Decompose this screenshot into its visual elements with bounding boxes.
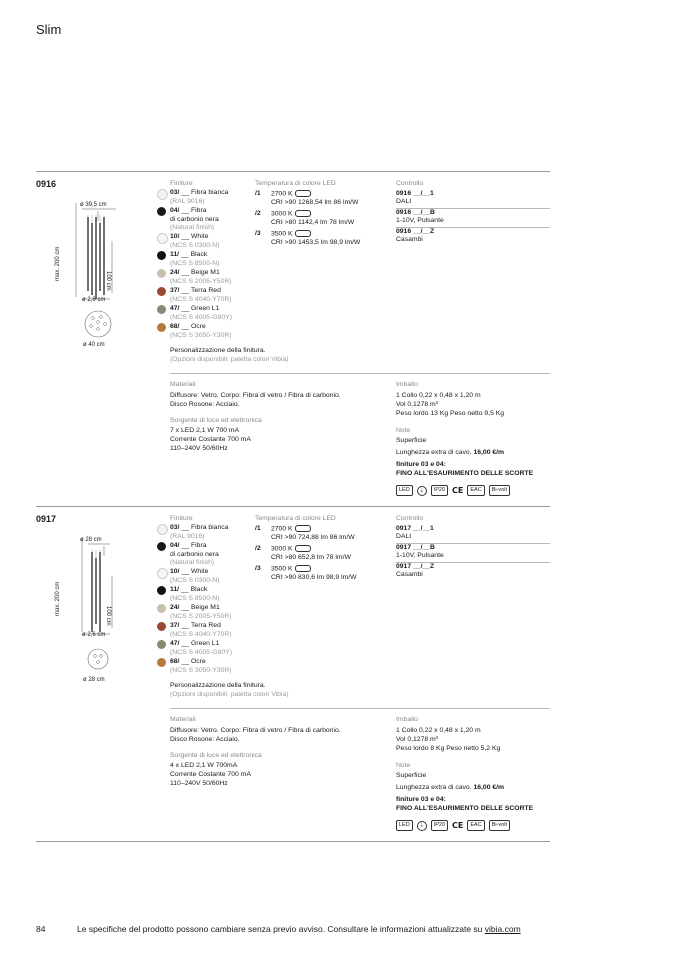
finish-sep: __ xyxy=(181,640,190,647)
finish-swatch xyxy=(157,586,166,595)
temperature-header: Temperatura di colore LED xyxy=(255,180,336,187)
finish-ref: (RAL 9016) xyxy=(170,532,205,540)
packing-text: Vol 0,1278 m³ xyxy=(396,401,438,408)
badge-led: LED xyxy=(396,820,413,831)
badge-bi-volt: Bi-volt xyxy=(489,820,510,831)
temperature-specs: CRI >80 652,8 lm 78 lm/W xyxy=(271,554,351,561)
dim-base: ø 40 cm xyxy=(83,342,105,348)
finish-sep: __ xyxy=(181,658,190,665)
finish-name-line2: di carbonio nera xyxy=(170,550,219,558)
certification-badges xyxy=(396,485,510,496)
finish-sep: __ xyxy=(181,207,190,214)
led-temp-icon xyxy=(295,545,311,552)
finish-sep: __ xyxy=(181,287,190,294)
control-code: 0917 __/__Z xyxy=(396,563,435,570)
dim-tube: ø 2,6 cm xyxy=(82,297,106,303)
finishes-header: Finiture xyxy=(170,180,193,187)
finish-name: Black xyxy=(190,251,208,258)
finish-text xyxy=(170,287,232,304)
temperature-specs: CRI >90 830,6 lm 98,9 lm/W xyxy=(271,574,357,581)
finish-sep: __ xyxy=(181,542,190,549)
temperature-code: /2 xyxy=(255,545,261,552)
materials-text: Diffusore: Vetro. Corpo: Fibra di vetro / Fibra di carbonio. xyxy=(170,727,341,734)
finish-code: 03/ xyxy=(170,189,180,196)
page-title: Slim xyxy=(36,22,62,37)
finish-ref: (NCS S 0300-N) xyxy=(170,241,220,249)
dim-max-length: max. 200 cm xyxy=(55,581,61,616)
dim-tube: ø 2,6 cm xyxy=(82,632,106,638)
finish-ref: (Natural finish) xyxy=(170,224,215,232)
temperature-code: /3 xyxy=(255,230,261,237)
finish-name: Terra Red xyxy=(191,622,221,629)
led-temp-icon xyxy=(295,565,311,572)
packing-text: Peso lordo 8 Kg Peso netto 5,2 Kg xyxy=(396,745,501,752)
control-header: Controllo xyxy=(396,180,424,187)
temperature-kelvin xyxy=(271,545,311,554)
control-code: 0916 __/__Z xyxy=(396,228,435,235)
control-code: 0916 __/__1 xyxy=(396,190,434,197)
finish-code: 10/ xyxy=(170,233,180,240)
materials-header: Materiali xyxy=(170,381,196,388)
finish-name: White xyxy=(191,233,209,240)
product-code: 0916 xyxy=(36,179,57,189)
temperature-code: /1 xyxy=(255,190,261,197)
finish-swatch xyxy=(157,251,166,260)
notes-text: Superficie xyxy=(396,437,427,444)
temperature-kelvin xyxy=(271,525,311,534)
finish-ref: (NCS S 3050-Y30R) xyxy=(170,331,232,339)
finish-name: Fibra xyxy=(191,207,207,214)
finish-sep: __ xyxy=(181,604,190,611)
finish-code: 68/ xyxy=(170,658,180,665)
finish-swatch xyxy=(157,604,166,613)
temperature-code: /1 xyxy=(255,525,261,532)
source-text: 7 x LED 2,1 W 700 mA xyxy=(170,427,240,434)
packing-header: Imballo xyxy=(396,716,418,723)
finish-text xyxy=(170,323,232,340)
finish-name: White xyxy=(191,568,209,575)
control-desc: Casambi xyxy=(396,236,423,243)
finish-sep: __ xyxy=(181,524,190,531)
led-temp-icon xyxy=(295,525,311,532)
temperature-kelvin xyxy=(271,190,311,199)
finish-ref: (Natural finish) xyxy=(170,559,215,567)
finishes-header: Finiture xyxy=(170,515,193,522)
finish-sep: __ xyxy=(181,189,190,196)
finish-text xyxy=(170,207,219,233)
finish-code: 03/ xyxy=(170,524,180,531)
dim-length: 100 cm xyxy=(105,271,111,291)
custom-finish: Personalizzazione della finitura. xyxy=(170,682,266,689)
temperature-specs: CRI >80 1142,4 lm 78 lm/W xyxy=(271,219,355,226)
temperature-value: 2700 K xyxy=(271,190,293,198)
block-divider xyxy=(170,373,550,374)
class-ground-icon: ⏚ xyxy=(417,486,427,496)
control-desc: DALI xyxy=(396,533,412,540)
finish-swatch xyxy=(157,658,166,667)
notes-header: Note xyxy=(396,427,411,434)
finish-code: 11/ xyxy=(170,251,180,258)
finish-text xyxy=(170,658,232,675)
dim-length: 100 cm xyxy=(105,606,111,626)
source-header: Sorgente di luce ed elettronica xyxy=(170,752,262,759)
page-number: 84 xyxy=(36,924,46,934)
temperature-specs: CRI >90 1268,54 lm 86 lm/W xyxy=(271,199,359,206)
finish-text xyxy=(170,542,219,568)
finish-ref: (NCS S 4040-Y70R) xyxy=(170,295,232,303)
badge-led: LED xyxy=(396,485,413,496)
temperature-value: 2700 K xyxy=(271,525,293,533)
packing-header: Imballo xyxy=(396,381,418,388)
cable-label: Lunghezza extra di cavo. xyxy=(396,784,474,791)
control-desc: DALI xyxy=(396,198,412,205)
stock-note-finishes: finiture 03 e 04: xyxy=(396,796,446,803)
temperature-specs: CRI >90 1453,5 lm 98,9 lm/W xyxy=(271,239,361,246)
finish-swatch xyxy=(157,622,166,631)
temperature-value: 3000 K xyxy=(271,210,293,218)
finish-sep: __ xyxy=(181,233,190,240)
finish-text xyxy=(170,640,232,657)
finish-code: 10/ xyxy=(170,568,180,575)
packing-text: 1 Collo 0,22 x 0,48 x 1,20 m xyxy=(396,392,481,399)
finish-swatch xyxy=(157,233,168,244)
certification-badges xyxy=(396,820,510,831)
finish-name: Green L1 xyxy=(191,640,220,647)
finish-name: Beige M1 xyxy=(191,604,220,611)
badge-ip20: IP20 xyxy=(431,820,448,831)
led-temp-icon xyxy=(295,230,311,237)
class-ground-icon: ⏚ xyxy=(417,821,427,831)
finish-name-line2: di carbonio nera xyxy=(170,215,219,223)
cable-extra xyxy=(396,784,504,793)
custom-finish-note: (Opzioni disponibili: paletta colori Vibia) xyxy=(170,691,289,698)
control-desc: Casambi xyxy=(396,571,423,578)
finish-code: 24/ xyxy=(170,604,180,611)
temperature-code: /3 xyxy=(255,565,261,572)
stock-note-finishes: finiture 03 e 04: xyxy=(396,461,446,468)
finish-ref: (NCS S 4005-G80Y) xyxy=(170,313,232,321)
custom-finish: Personalizzazione della finitura. xyxy=(170,347,266,354)
cable-price: 16,00 €/m xyxy=(473,449,505,456)
badge-eac: EAC xyxy=(467,485,484,496)
custom-finish-note: (Opzioni disponibili: paletta colori Vibia) xyxy=(170,356,289,363)
temperature-specs: CRI >90 724,88 lm 86 lm/W xyxy=(271,534,355,541)
finish-sep: __ xyxy=(181,269,190,276)
cable-price: 16,00 €/m xyxy=(473,784,505,791)
finish-sep: __ xyxy=(181,323,190,330)
temperature-header: Temperatura di colore LED xyxy=(255,515,336,522)
badge-bi-volt: Bi-volt xyxy=(489,485,510,496)
footer-link[interactable]: vibia.com xyxy=(484,924,521,934)
control-header: Controllo xyxy=(396,515,424,522)
source-text: 110–240V 50/60Hz xyxy=(170,445,228,452)
notes-text: Superficie xyxy=(396,772,427,779)
cable-extra xyxy=(396,449,504,458)
temperature-value: 3500 K xyxy=(271,565,293,573)
badge-eac: EAC xyxy=(467,820,484,831)
packing-text: Peso lordo 13 Kg Peso netto 9,5 Kg xyxy=(396,410,505,417)
badge-ip20: IP20 xyxy=(431,485,448,496)
section-divider xyxy=(36,171,550,172)
finish-swatch xyxy=(157,542,166,551)
finish-text xyxy=(170,568,219,585)
finish-swatch xyxy=(157,189,168,200)
control-desc: 1-10V, Pulsante xyxy=(396,552,444,559)
finish-code: 47/ xyxy=(170,305,180,312)
finish-name: Green L1 xyxy=(191,305,220,312)
temperature-value: 3500 K xyxy=(271,230,293,238)
ce-mark-icon: CE xyxy=(452,486,464,495)
finish-ref: (NCS S 2005-Y50R) xyxy=(170,612,232,620)
footer-note xyxy=(77,924,521,934)
temperature-value: 3000 K xyxy=(271,545,293,553)
finish-swatch xyxy=(157,269,166,278)
finish-text xyxy=(170,233,219,250)
control-code: 0916 __/__B xyxy=(396,209,435,216)
section-divider-end xyxy=(36,841,550,842)
finish-ref: (NCS S 3050-Y30R) xyxy=(170,666,232,674)
finish-code: 24/ xyxy=(170,269,180,276)
finish-code: 11/ xyxy=(170,586,180,593)
finish-text xyxy=(170,586,219,603)
finish-text xyxy=(170,604,232,621)
finish-swatch xyxy=(157,305,166,314)
finish-code: 68/ xyxy=(170,323,180,330)
finish-swatch xyxy=(157,568,168,579)
finish-sep: __ xyxy=(181,622,190,629)
block-divider xyxy=(170,708,550,709)
dim-max-length: max. 200 cm xyxy=(55,246,61,281)
finish-swatch xyxy=(157,640,166,649)
finish-ref: (NCS S 4040-Y70R) xyxy=(170,630,232,638)
finish-swatch xyxy=(157,524,168,535)
source-text: 110–240V 50/60Hz xyxy=(170,780,228,787)
finish-name: Fibra xyxy=(191,542,207,549)
packing-text: 1 Collo 0,22 x 0,48 x 1,20 m xyxy=(396,727,481,734)
stock-note: FINO ALL'ESAURIMENTO DELLE SCORTE xyxy=(396,805,534,812)
finish-sep: __ xyxy=(181,251,189,258)
control-desc: 1-10V, Pulsante xyxy=(396,217,444,224)
materials-text: Diffusore: Vetro. Corpo: Fibra di vetro / Fibra di carbonio. xyxy=(170,392,341,399)
dim-width: ø 28 cm xyxy=(80,537,102,543)
temperature-kelvin xyxy=(271,230,311,239)
footer-text: Le specifiche del prodotto possono cambiare senza previo avviso. Consultare le informazioni attualizzate su xyxy=(77,924,485,934)
led-temp-icon xyxy=(295,210,311,217)
product-code: 0917 xyxy=(36,514,57,524)
control-code: 0917 __/__1 xyxy=(396,525,434,532)
finish-name: Fibra bianca xyxy=(191,524,229,531)
stock-note: FINO ALL'ESAURIMENTO DELLE SCORTE xyxy=(396,470,534,477)
source-text: 4 x LED 2,1 W 700mA xyxy=(170,762,238,769)
finish-text xyxy=(170,269,232,286)
finish-name: Ocre xyxy=(191,658,206,665)
finish-text xyxy=(170,622,232,639)
packing-text: Vol 0,1278 m³ xyxy=(396,736,438,743)
materials-header: Materiali xyxy=(170,716,196,723)
finish-code: 37/ xyxy=(170,622,180,629)
section-divider xyxy=(36,506,550,507)
finish-name: Fibra bianca xyxy=(191,189,229,196)
temperature-code: /2 xyxy=(255,210,261,217)
finish-swatch xyxy=(157,287,166,296)
finish-ref: (RAL 9016) xyxy=(170,197,205,205)
cable-label: Lunghezza extra di cavo. xyxy=(396,449,474,456)
finish-sep: __ xyxy=(181,586,189,593)
finish-ref: (NCS S 8500-N) xyxy=(170,259,220,267)
notes-header: Note xyxy=(396,762,411,769)
materials-text: Disco Rosone: Acciaio. xyxy=(170,401,240,408)
finish-code: 47/ xyxy=(170,640,180,647)
finish-ref: (NCS S 0300-N) xyxy=(170,576,220,584)
finish-name: Black xyxy=(190,586,208,593)
finish-ref: (NCS S 2005-Y50R) xyxy=(170,277,232,285)
temperature-kelvin xyxy=(271,210,311,219)
finish-text xyxy=(170,251,219,268)
finish-code: 04/ xyxy=(170,207,180,214)
source-text: Corrente Costante 700 mA xyxy=(170,436,251,443)
finish-text xyxy=(170,305,232,322)
ce-mark-icon: CE xyxy=(452,821,464,830)
source-header: Sorgente di luce ed elettronica xyxy=(170,417,262,424)
control-code: 0917 __/__B xyxy=(396,544,435,551)
led-temp-icon xyxy=(295,190,311,197)
finish-ref: (NCS S 8500-N) xyxy=(170,594,220,602)
finish-code: 04/ xyxy=(170,542,180,549)
finish-sep: __ xyxy=(181,568,190,575)
finish-text xyxy=(170,524,228,541)
finish-name: Beige M1 xyxy=(191,269,220,276)
dim-base: ø 28 cm xyxy=(83,677,105,683)
finish-text xyxy=(170,189,228,206)
finish-swatch xyxy=(157,207,166,216)
dim-width: ø 39,5 cm xyxy=(80,202,107,208)
source-text: Corrente Costante 700 mA xyxy=(170,771,251,778)
finish-name: Ocre xyxy=(191,323,206,330)
finish-code: 37/ xyxy=(170,287,180,294)
finish-sep: __ xyxy=(181,305,190,312)
finish-swatch xyxy=(157,323,166,332)
materials-text: Disco Rosone: Acciaio. xyxy=(170,736,240,743)
finish-ref: (NCS S 4005-G80Y) xyxy=(170,648,232,656)
finish-name: Terra Red xyxy=(191,287,221,294)
temperature-kelvin xyxy=(271,565,311,574)
